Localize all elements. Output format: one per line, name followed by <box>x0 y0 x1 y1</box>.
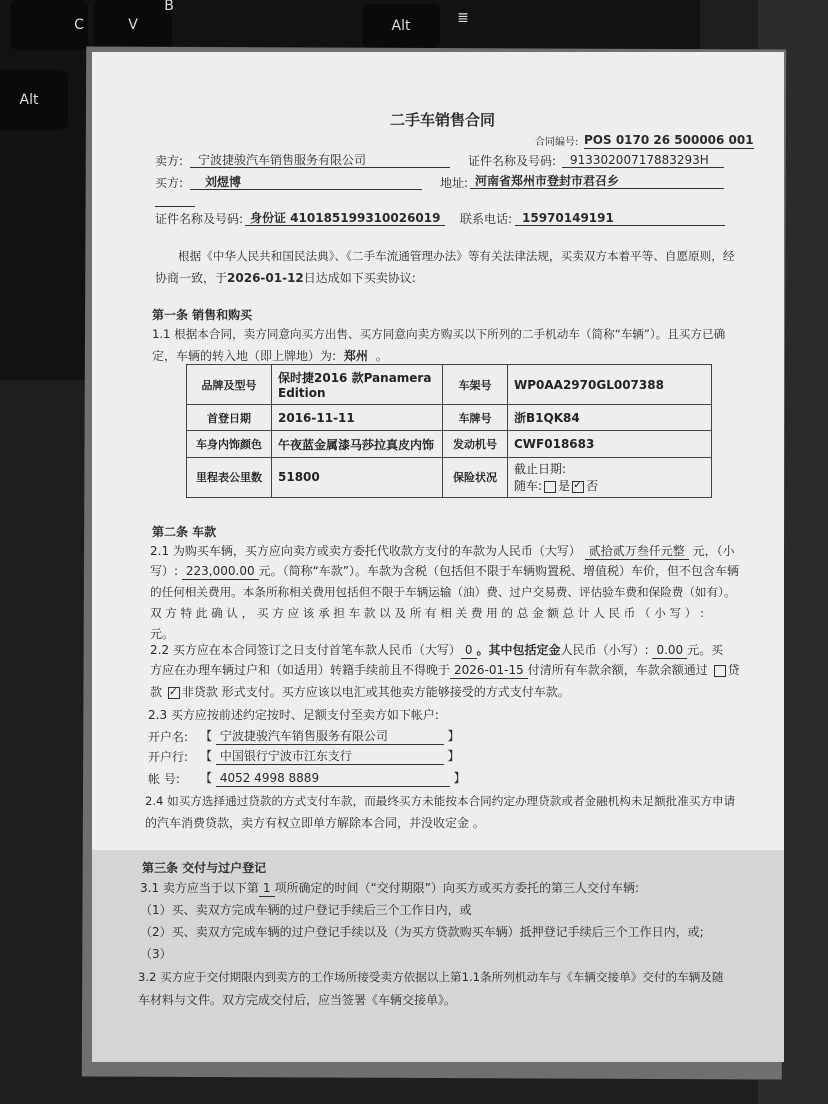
agreement-date: 2026-01-12 <box>227 271 304 285</box>
clause-2-2-line-2: 方应在办理车辆过户和（如适用）转籍手续前且不得晚于 2026-01-15 付清所有车款余额，车款余额通过 贷 <box>150 663 740 677</box>
clause-1-1-line-2: 定，车辆的转入地（即上牌地）为: 郑州 。 <box>152 349 388 363</box>
buyer-underline <box>190 189 422 190</box>
seller-id: 91330200717883293H <box>570 153 709 167</box>
seller-name: 宁波捷骏汽车销售服务有限公司 <box>198 153 367 167</box>
key-b: B <box>164 0 174 14</box>
account-no: 4052 4998 8889 <box>216 770 450 787</box>
buyer-label: 买方: <box>155 176 184 190</box>
insurance-with-car: 随车: 是✓ 否 <box>514 477 705 494</box>
address-label: 地址: <box>440 176 469 190</box>
account-bank: 中国银行宁波市江东支行 <box>216 748 444 765</box>
clause-2-1-line-2: 写）: 223,000.00 元。（简称“车款”）。车款为含税（包括但不限于车辆购置税、增值税）车价，但不包含车辆 <box>150 564 740 578</box>
account-no-row: 【 4052 4998 8889 】 <box>200 771 466 785</box>
clause-3-2-line-1: 3.2 买方应于交付期限内到卖方的工作场所接受卖方依据以上第1.1条所列机动车与《车辆交接单》交付的车辆及随 <box>138 970 724 984</box>
clause-2-1-line-3: 的任何相关费用。本条所称相关费用包括但不限于车辆运输（油）费、过户交易费、评估验车费和保险费（如有）。 <box>150 585 736 599</box>
key-n <box>190 0 268 8</box>
short-underline <box>155 206 195 207</box>
clause-2-2-line-1: 2.2 买方应在本合同签订之日支付首笔车款人民币（大写） 0 。其中包括定金人民币（小写）: 0.00 元。买 <box>150 643 724 657</box>
vin-value: WP0AA2970GL007388 <box>508 365 712 405</box>
clause-2-3: 2.3 买方应按前述约定按时、足额支付至卖方如下帐户: <box>148 708 439 722</box>
section-2-title: 第二条 车款 <box>152 525 217 539</box>
account-bank-label: 开户行: <box>148 750 189 764</box>
insurance-label: 保险状况 <box>443 457 508 497</box>
brand-value: 保时捷2016 款Panamera Edition <box>272 365 443 405</box>
account-name-label: 开户名: <box>148 730 189 744</box>
seller-id-underline <box>562 167 724 168</box>
seller-label: 卖方: <box>155 154 184 168</box>
clause-1-1-line-1: 1.1 根据本合同，卖方同意向买方出售、买方同意向卖方购买以下所列的二手机动车（简称“车辆”）。且买方已确 <box>152 327 726 341</box>
loan-checkbox <box>714 665 726 677</box>
transfer-city: 郑州 <box>340 348 372 365</box>
plate-value: 浙B1QK84 <box>508 405 712 431</box>
buyer-name: 刘煜博 <box>205 175 242 189</box>
reg-date-value: 2016-11-11 <box>272 405 443 431</box>
payment-deadline: 2026-01-15 <box>450 662 528 679</box>
mileage-label: 里程表公里数 <box>187 457 272 497</box>
color-label: 车身内饰颜色 <box>187 431 272 457</box>
clause-3-1-option-2: （2）买、卖双方完成车辆的过户登记手续以及（为买方贷款购买车辆）抵押登记手续后三个工作日内，或; <box>140 925 704 939</box>
brand-label: 品牌及型号 <box>187 365 272 405</box>
insurance-value <box>508 457 712 497</box>
clause-2-4-line-2: 的汽车消费贷款，卖方有权立即单方解除本合同，并没收定金 。 <box>145 816 485 830</box>
reg-date-label: 首登日期 <box>187 405 272 431</box>
price-in-figures: 223,000.00 <box>182 563 259 580</box>
intro-line-2: 协商一致，于2026-01-12日达成如下买卖协议: <box>155 271 416 285</box>
section-3-title: 第三条 交付与过户登记 <box>142 861 267 875</box>
clause-3-1-option-3: （3） <box>140 947 172 961</box>
vehicle-info-table <box>186 364 712 498</box>
intro-line-1: 根据《中华人民共和国民法典》、《二手车流通管理办法》等有关法律法规，买卖双方本着平等、自愿原则，经 <box>178 249 735 263</box>
clause-2-1-line-1: 2.1 为购买车辆，买方应向卖方或卖方委托代收款方支付的车款为人民币（大写） 贰拾贰万叁仟元整 元，（小 <box>150 544 735 558</box>
price-in-words: 贰拾贰万叁仟元整 <box>585 543 689 560</box>
insurance-yes-checkbox <box>544 481 556 493</box>
clause-2-1-line-4: 双 方 特 此 确 认 ， 买 方 应 该 承 担 车 款 以 及 所 有 相 关 费 用 的 总 金 额 总 计 人 民 币 （ 小 写 ） : <box>150 606 704 620</box>
buyer-id-label: 证件名称及号码: <box>155 212 244 226</box>
insurance-no-checkbox <box>572 481 584 493</box>
contract-no-label: 合同编号: <box>535 137 579 148</box>
seller-id-label: 证件名称及号码: <box>468 154 557 168</box>
section-1-title: 第一条 销售和购买 <box>152 308 253 322</box>
account-name-row: 【 宁波捷骏汽车销售服务有限公司 】 <box>200 729 460 743</box>
mileage-value: 51800 <box>272 457 443 497</box>
insurance-expiry-label: 截止日期: <box>514 462 567 477</box>
plate-label: 车牌号 <box>443 405 508 431</box>
color-value: 午夜蓝金属漆马莎拉真皮内饰 <box>272 431 443 457</box>
phone-label: 联系电话: <box>460 212 513 226</box>
buyer-id-underline <box>245 225 445 226</box>
first-payment: 0 <box>461 642 477 659</box>
doc-title: 二手车销售合同 <box>390 111 496 129</box>
vin-label: 车架号 <box>443 365 508 405</box>
menu-key-icon: ≣ <box>457 10 469 26</box>
clause-3-1: 3.1 卖方应当于以下第 1 项所确定的时间（“交付期限”）向买方或买方委托的第三人交付车辆: <box>140 881 640 895</box>
delivery-option: 1 <box>259 880 275 897</box>
engine-label: 发动机号 <box>443 431 508 457</box>
phone-underline <box>515 225 725 226</box>
account-no-label: 帐 号: <box>148 772 180 786</box>
engine-value: CWF018683 <box>508 431 712 457</box>
contract-no: POS 0170 26 500006 001 <box>584 133 754 147</box>
clause-2-2-line-3: 款 ✓ 非贷款 形式支付。买方应该以电汇或其他卖方能够接受的方式支付车款。 <box>150 684 570 700</box>
clause-2-1-line-5: 元。 <box>150 627 175 641</box>
buyer-phone: 15970149191 <box>522 211 614 225</box>
buyer-address: 河南省郑州市登封市君召乡 <box>475 174 620 188</box>
seller-underline <box>190 167 450 168</box>
address-underline <box>470 188 724 189</box>
buyer-id: 身份证 410185199310026019 <box>250 211 441 225</box>
clause-2-4-line-1: 2.4 如买方选择通过贷款的方式支付车款，而最终买方未能按本合同约定办理贷款或者金融机构未足额批准买方申请 <box>145 794 736 808</box>
clause-3-1-option-1: （1）买、卖双方完成车辆的过户登记手续后三个工作日内，或 <box>140 903 472 917</box>
nonloan-checkbox <box>168 687 180 699</box>
account-bank-row: 【 中国银行宁波市江东支行 】 <box>200 749 460 763</box>
key-v: V <box>94 0 172 50</box>
key-c: C <box>10 0 88 50</box>
key-alt-right: Alt <box>362 4 440 48</box>
clause-3-2-line-2: 车材料与文件。双方完成交付后，应当签署《车辆交接单》。 <box>138 993 457 1007</box>
deposit-amount: 0.00 <box>652 642 687 659</box>
key-alt-left: Alt <box>0 70 68 130</box>
account-name: 宁波捷骏汽车销售服务有限公司 <box>216 728 444 745</box>
